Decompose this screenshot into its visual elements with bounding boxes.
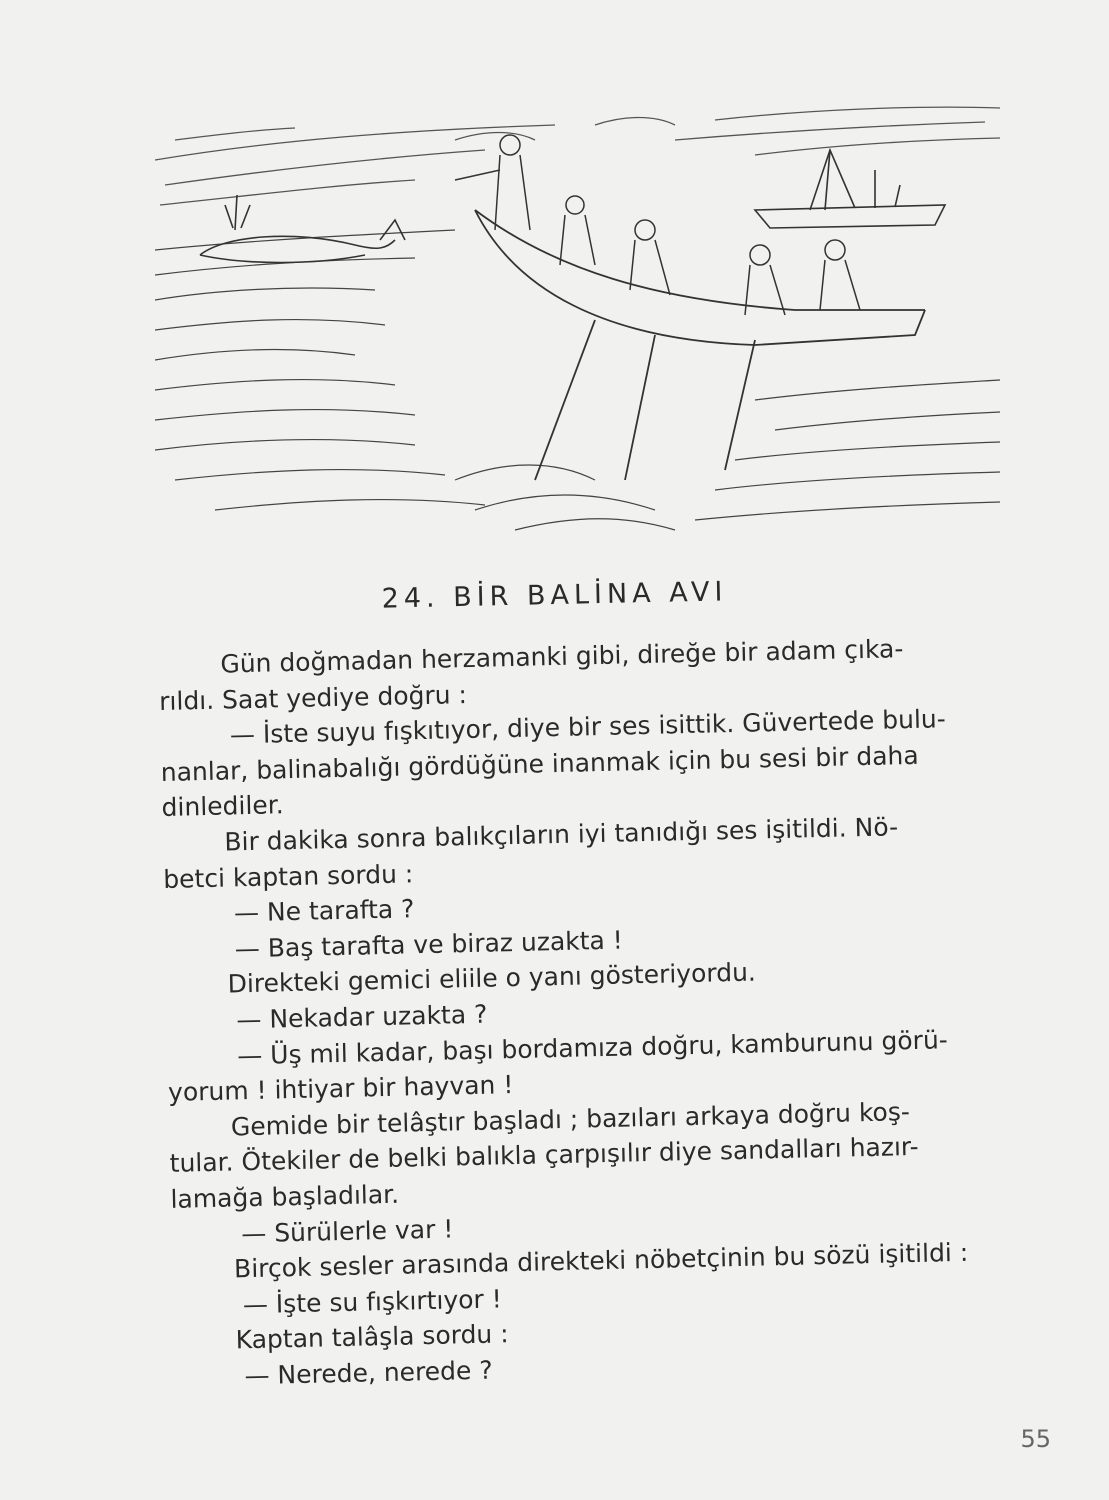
text-line: — Baş tarafta ve biraz uzakta ! xyxy=(234,925,624,964)
text-line: betci kaptan sordu : xyxy=(162,858,414,894)
text-line: tular. Ötekiler de belki balıkla çarpışılır diye sandalları hazır- xyxy=(169,1132,919,1179)
sea-waves xyxy=(155,230,1000,530)
whale xyxy=(200,195,405,263)
text-line: yorum ! ihtiyar bir hayvan ! xyxy=(167,1070,514,1108)
text-line: — Ne tarafta ? xyxy=(233,894,415,928)
rowers xyxy=(455,135,860,315)
text-line: Gemide bir telâştır başladı ; bazıları arkaya doğru koş- xyxy=(230,1096,911,1142)
text-line: — Üş mil kadar, başı bordamıza doğru, kamburunu görü- xyxy=(236,1024,949,1070)
text-line: Gün doğmadan herzamanki gibi, direğe bir adam çıka- xyxy=(220,634,904,679)
text-line: — Sürülerle var ! xyxy=(240,1213,454,1248)
text-line: — Nerede, nerede ? xyxy=(244,1355,493,1391)
text-line: nanlar, balinabalığı gördüğüne inanmak için bu sesi bir daha xyxy=(160,740,919,787)
text-line: Birçok sesler arasında direkteki nöbetçinin bu sözü işitildi : xyxy=(233,1237,969,1284)
text-line: dinlediler. xyxy=(161,790,284,823)
text-line: — İşte su fışkırtıyor ! xyxy=(242,1284,503,1319)
rowing-boat xyxy=(475,210,925,480)
text-line: Kaptan talâşla sordu : xyxy=(235,1319,509,1355)
text-line: rıldı. Saat yediye doğru : xyxy=(158,679,468,716)
text-line: lamağa başladılar. xyxy=(170,1179,400,1214)
ship xyxy=(755,150,945,228)
text-line: Bir dakika sonra balıkçıların iyi tanıdığı ses işitildi. Nö- xyxy=(224,812,899,857)
page-number: 55 xyxy=(1020,1425,1051,1453)
sky-lines xyxy=(155,107,1000,205)
body-text xyxy=(158,628,1055,1395)
text-line: — Nekadar uzakta ? xyxy=(236,999,488,1035)
text-line: — İste suyu fışkıtıyor, diye bir ses isittik. Güvertede bulu- xyxy=(229,704,947,750)
whaling-boat-illustration xyxy=(155,100,1000,545)
chapter-title: 24. BİR BALİNA AVI xyxy=(381,576,728,615)
illustration-svg xyxy=(155,100,1000,545)
text-line: Direkteki gemici eliile o yanı gösteriyordu. xyxy=(227,957,757,999)
